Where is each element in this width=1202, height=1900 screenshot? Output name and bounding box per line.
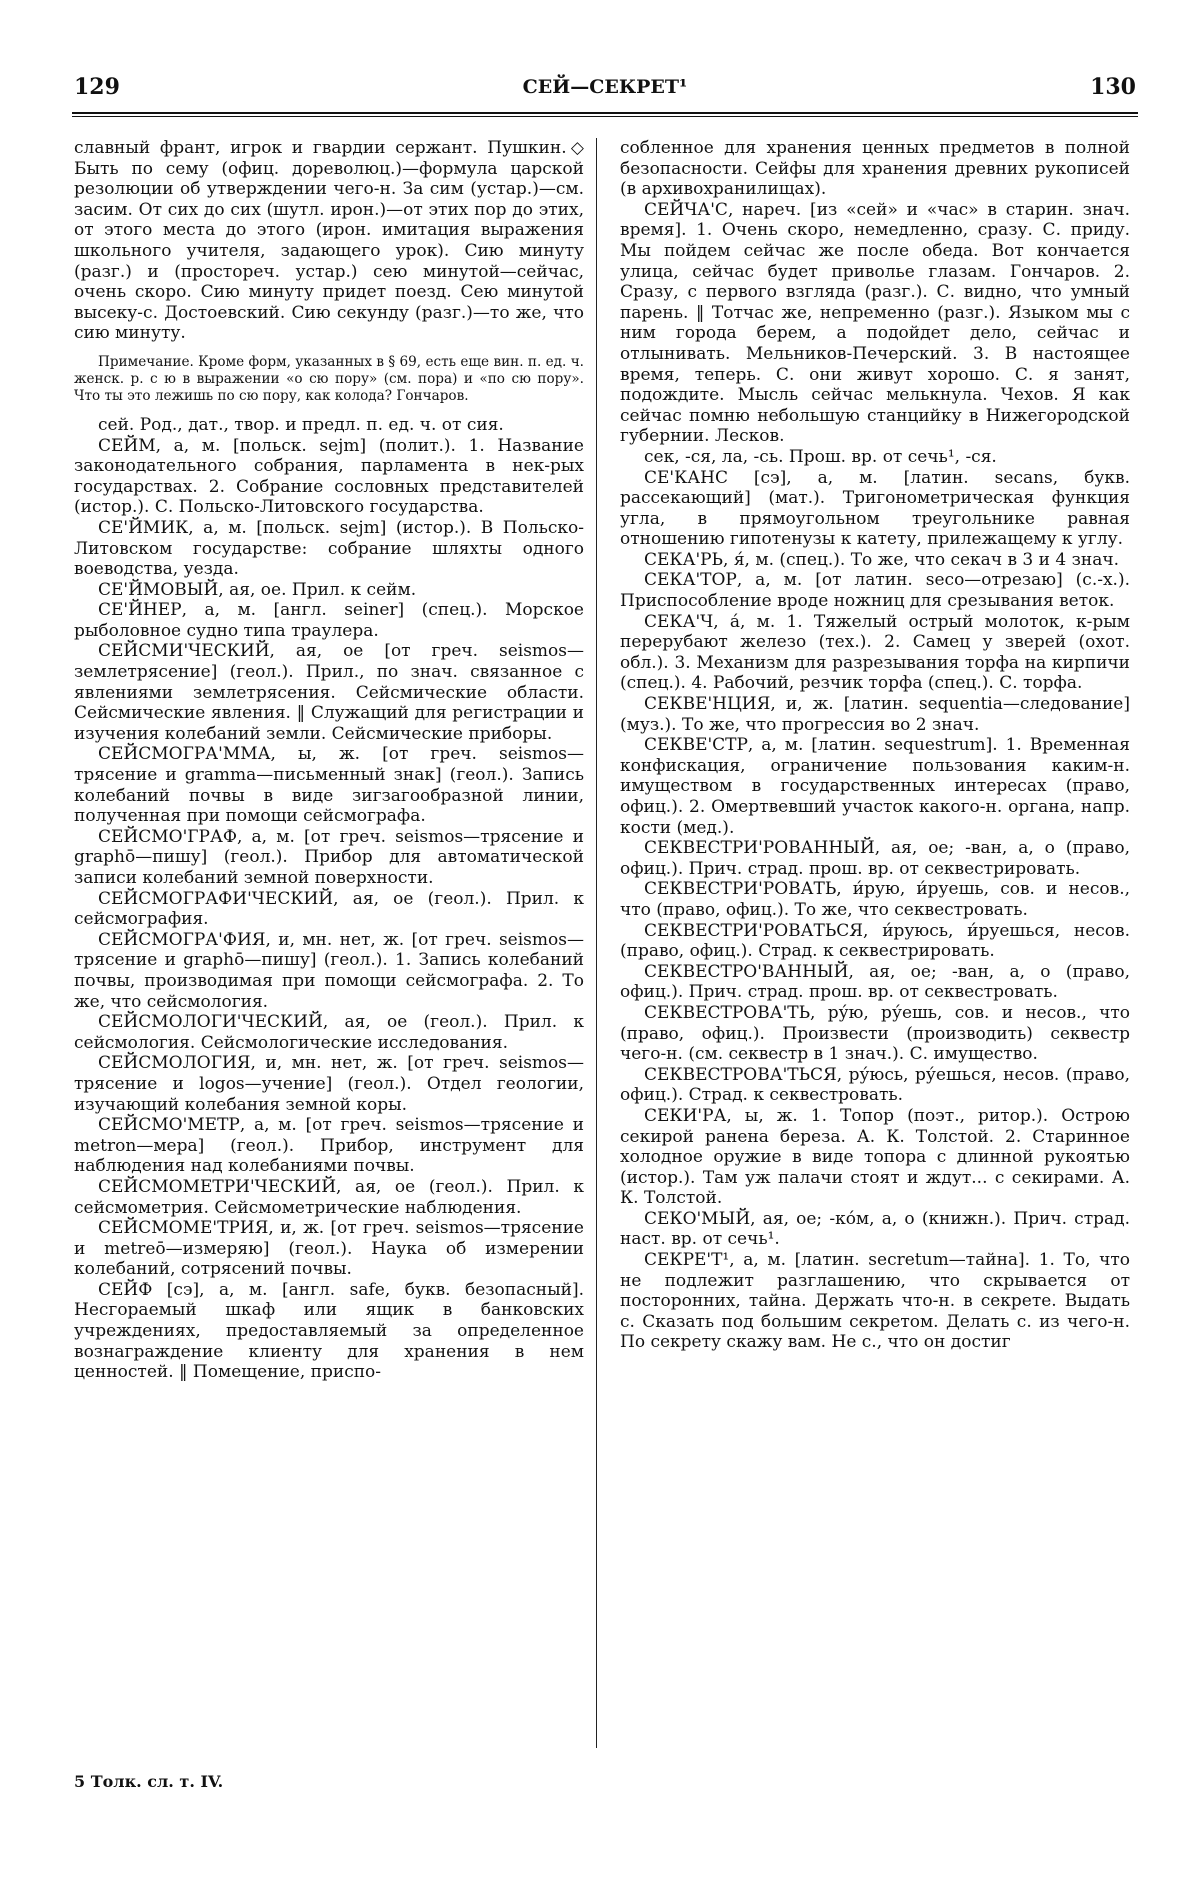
header-rule (72, 112, 1138, 117)
entry-sekvestrovat: СЕКВЕСТРОВА'ТЬ, ру́ю, ру́ешь, сов. и несов., что (право, офиц.). Произвести (производить) секвестр чего-н. (см. секвестр в 1 знач.). С. имущество. (620, 1002, 1130, 1065)
entry-seismologicheskii: СЕЙСМОЛОГИ'ЧЕСКИЙ, ая, ое (геол.). Прил. к сейсмология. Сейсмологические исследования. (74, 1012, 584, 1053)
entry-sekvestrovatsya: СЕКВЕСТРОВА'ТЬСЯ, ру́юсь, ру́ешься, несов. (право, офиц.). Страд. к секвестровать. (620, 1064, 1130, 1106)
entry-seismometricheskii: СЕЙСМОМЕТРИ'ЧЕСКИЙ, ая, ое (геол.). Прил. к сейсмометрия. Сейсмометрические наблюдения. (74, 1176, 584, 1218)
entry-seismologiya: СЕЙСМОЛОГИЯ, и, мн. нет, ж. [от греч. seismos—трясение и logos—учение] (геол.). Отдел геологии, изучающий колебания земной коры. (74, 1053, 584, 1115)
entry-seismogramma: СЕЙСМОГРА'ММА, ы, ж. [от греч. seismos—трясение и gramma—письменный знак] (геол.). Запись колебаний почвы в виде зигзагообразной линии, полученная при помощи сейсмографа. (74, 744, 584, 827)
entry-seimik: СЕ'ЙМИК, а, м. [польск. sejm] (истор.). В Польско-Литовском государстве: собрание шляхты одного воеводства, уезда. (74, 517, 584, 580)
page-footer: 5 Толк. сл. т. IV. (74, 1772, 224, 1791)
entry-sekomyi: СЕКО'МЫЙ, ая, ое; -ко́м, а, о (книжн.). Прич. страд. наст. вр. от сечь¹. (620, 1208, 1130, 1250)
right-page-number: 130 (1090, 74, 1136, 100)
entry-sekach: СЕКА'Ч, а́, м. 1. Тяжелый острый молоток, к-рым перерубают железо (тех.). 2. Самец у зверей (охот. обл.). 3. Механизм для разрезывания торфа на кирпичи (спец.). 4. Рабочий, резчик торфа (спец.). С. торфа. (620, 611, 1130, 694)
entry-sekator: СЕКА'ТОР, а, м. [от латин. seco—отрезаю] (с.-х.). Приспособление вроде ножниц для срезывания веток. (620, 570, 1130, 612)
right-column (620, 138, 1130, 1748)
column-divider (596, 138, 597, 1748)
entry-seichas: СЕЙЧА'С, нареч. [из «сей» и «час» в старин. знач. время]. 1. Очень скоро, немедленно, сразу. С. приду. Мы пойдем сейчас же после обеда. Вот кончается улица, сейчас будет приволье глазам. Гончаров. 2. Сразу, с первого взгляда (разг.). С. видно, что умный парень. ‖ Тотчас же, непременно (разг.). Языком мы с ним города берем, а подойдет дело, сейчас и отлынивать. Мельников-Печерский. 3. В настоящее время, теперь. С. они живут хорошо. С. я занят, подождите. Мысль сейчас мелькнула. Чехов. Я как сейчас помню небольшую станцийку в Нижегородской губернии. Лесков. (620, 199, 1130, 447)
entry-continuation-seif: собленное для хранения ценных предметов в полной безопасности. Сейфы для хранения древних рукописей (в архивохранилищах). (620, 138, 1130, 200)
entry-seismometriya: СЕЙСМОМЕ'ТРИЯ, и, ж. [от греч. seismos—трясение и metreō—измеряю] (геол.). Наука об измерении колебаний, сотрясений почвы. (74, 1218, 584, 1280)
entry-sekvestrirovannyi: СЕКВЕСТРИ'РОВАННЫЙ, ая, ое; -ван, а, о (право, офиц.). Прич. страд. прош. вр. от секвестрировать. (620, 838, 1130, 879)
entry-seiner: СЕ'ЙНЕР, а, м. [англ. seiner] (спец.). Морское рыболовное судно типа траулера. (74, 600, 584, 641)
running-header (74, 74, 1136, 110)
entry-sekret: СЕКРЕ'Т¹, а, м. [латин. secretum—тайна]. 1. То, что не подлежит разглашению, что скрывается от посторонних, тайна. Держать что-н. в секрете. Выдать с. Сказать под большим секретом. Делать с. из чего-н. По секрету скажу вам. Не с., что он достиг (620, 1250, 1130, 1353)
header-title: СЕЙ—СЕКРЕТ¹ (522, 76, 688, 98)
entry-seim: СЕЙМ, а, м. [польск. sejm] (полит.). 1. Название законодательного собрания, парламента в нек-рых государствах. 2. Собрание сословных представителей (истор.). С. Польско-Литовского государства. (74, 435, 584, 518)
entry-sek: сек, -ся, ла, -сь. Прош. вр. от сечь¹, -ся. (644, 446, 997, 467)
entry-seimovyi: СЕ'ЙМОВЫЙ, ая, ое. Прил. к сейм. (98, 579, 417, 600)
entry-sekvestr: СЕКВЕ'СТР, а, м. [латин. sequestrum]. 1. Временная конфискация, ограничение пользования каким-н. имуществом в государственных интересах (право, офиц.). 2. Омертвевший участок какого-н. органа, напр. кости (мед.). (620, 735, 1130, 838)
entry-sekvestrovannyi: СЕКВЕСТРО'ВАННЫЙ, ая, ое; -ван, а, о (право, офиц.). Прич. страд. прош. вр. от секвестровать. (620, 961, 1130, 1003)
entry-seismograf: СЕЙСМО'ГРАФ, а, м. [от греч. seismos—трясение и graphō—пишу] (геол.). Прибор для автоматической записи колебаний земной поверхности. (74, 826, 584, 888)
entry-seismometr: СЕЙСМО'МЕТР, а, м. [от греч. seismos—трясение и metron—мера] (геол.). Прибор, инструмент для наблюдения над колебаниями почвы. (74, 1115, 584, 1177)
left-column (74, 138, 584, 1748)
entry-sekvestrirovatsya: СЕКВЕСТРИ'РОВАТЬСЯ, и́руюсь, и́руешься, несов. (право, офиц.). Страд. к секвестрировать. (620, 920, 1130, 962)
entry-sekvestrirovat: СЕКВЕСТРИ'РОВАТЬ, и́рую, и́руешь, сов. и несов., что (право, офиц.). То же, что секвестровать. (620, 879, 1130, 920)
entry-sekans: СЕ'КАНС [сэ], а, м. [латин. secans, букв. рассекающий] (мат.). Тригонометрическая функция угла, в прямоугольном треугольнике равная отношению гипотенузы к катету, прилежащему к углу. (620, 467, 1130, 550)
entry-continuation: славный франт, игрок и гвардии сержант. Пушкин.◇ Быть по сему (офиц. дореволюц.)—формула царской резолюции об утверждении чего-н. За сим (устар.)—см. засим. От сих до сих (шутл. ирон.)—от этих пор до этих, от этого места до этого (ирон. имитация выражения школьного учителя, задающего урок). Сию минуту (разг.) и (простореч. устар.) сею минутой—сейчас, очень скоро. Сию минуту придет поезд. Сею минутой высеку-с. Достоевский. Сию секунду (разг.)—то же, что сию минуту. (74, 138, 584, 344)
entry-sekar: СЕКА'РЬ, я́, м. (спец.). То же, что секач в 3 и 4 знач. (644, 549, 1119, 570)
entry-seif: СЕЙФ [сэ], а, м. [англ. safe, букв. безопасный]. Несгораемый шкаф или ящик в банковских учреждениях, предоставляемый за определенное вознаграждение клиенту для хранения в нем ценностей. ‖ Помещение, приспо- (74, 1279, 584, 1383)
entry-sekvenciya: СЕКВЕ'НЦИЯ, и, ж. [латин. sequentia—следование] (муз.). То же, что прогрессия во 2 знач. (620, 694, 1130, 735)
left-page-number: 129 (74, 74, 120, 100)
entry-sekira: СЕКИ'РА, ы, ж. 1. Топор (поэт., ритор.). Острою секирой ранена береза. А. К. Толстой. 2. Старинное холодное оружие в виде топора с длинной рукоятью (истор.). Там уж палачи стоят и ждут... с секирами. А. К. Толстой. (620, 1105, 1130, 1209)
note-paragraph: Примечание. Кроме форм, указанных в § 69, есть еще вин. п. ед. ч. женск. р. с ю в выражении «о сю пору» (см. пора) и «по сю пору». Что ты это лежишь по сю пору, как колода? Гончаров. (74, 353, 584, 404)
entry-seismografiya: СЕЙСМОГРА'ФИЯ, и, мн. нет, ж. [от греч. seismos—трясение и graphō—пишу] (геол.). 1. Запись колебаний почвы, производимая при помощи сейсмографа. 2. То же, что сейсмология. (74, 929, 584, 1012)
entry-sei: сей. Род., дат., твор. и предл. п. ед. ч. от сия. (98, 414, 504, 435)
entry-seismograficheskii: СЕЙСМОГРАФИ'ЧЕСКИЙ, ая, ое (геол.). Прил. к сейсмография. (74, 888, 584, 930)
entry-seismicheskii: СЕЙСМИ'ЧЕСКИЙ, ая, ое [от греч. seismos—землетрясение] (геол.). Прил., по знач. связанное с явлениями землетрясения. Сейсмические области. Сейсмические явления. ‖ Служащий для регистрации и изучения колебаний земли. Сейсмические приборы. (74, 641, 584, 744)
